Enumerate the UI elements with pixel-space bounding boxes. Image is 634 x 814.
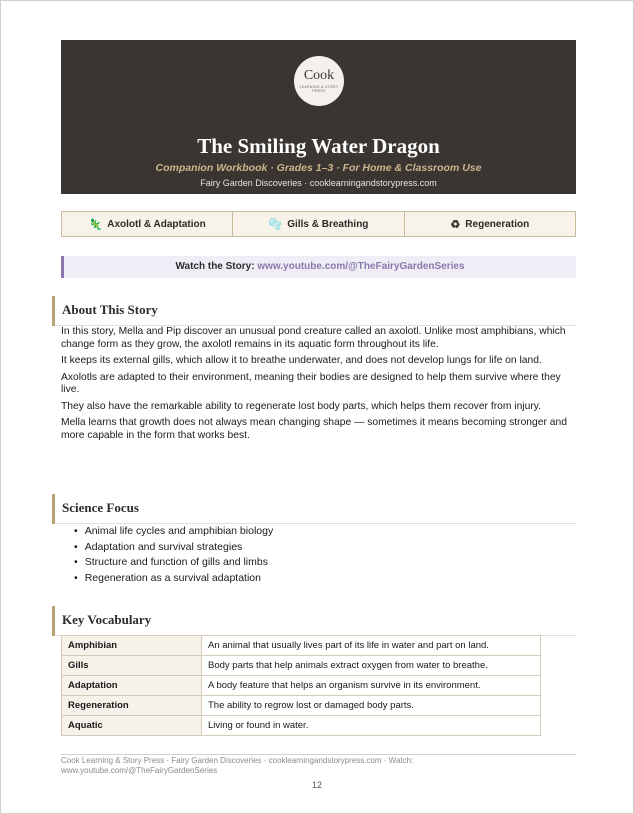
vocabulary-table — [61, 635, 541, 736]
header-banner — [61, 40, 576, 194]
science-focus-list — [74, 524, 273, 587]
vocab-term: Adaptation — [62, 676, 202, 696]
page-number: 12 — [311, 780, 322, 790]
list-item: • Animal life cycles and amphibian biology — [74, 524, 273, 540]
about-paragraph: Mella learns that growth does not always mean changing shape — sometimes it means becoming stronger and more capable in the form that works best. — [61, 417, 567, 441]
vocab-term: Gills — [62, 656, 202, 676]
tab-label: Axolotl & Adaptation — [107, 218, 206, 230]
logo-subtext: LEARNING & STORY PRESS — [299, 85, 339, 93]
vocab-title: Key Vocabulary — [62, 612, 152, 627]
footer-rule — [61, 754, 576, 755]
tab-axolotl-adaptation[interactable] — [62, 212, 232, 236]
science-title: Science Focus — [62, 500, 139, 515]
list-item: • Adaptation and survival strategies — [74, 540, 273, 556]
about-paragraph: They also have the remarkable ability to regenerate lost body parts, which helps them recover from injury. — [61, 400, 541, 412]
page-title: The Smiling Water Dragon — [197, 134, 440, 158]
youtube-link[interactable]: www.youtube.com/@TheFairyGardenSeries — [257, 261, 465, 272]
table-row — [62, 716, 541, 736]
vocab-definition: Living or found in water. — [202, 716, 541, 736]
header-meta: Fairy Garden Discoveries · cooklearningandstorypress.com — [200, 178, 437, 188]
vocab-term: Regeneration — [62, 696, 202, 716]
list-item: • Regeneration as a survival adaptation — [74, 571, 273, 587]
footer-text: Cook Learning & Story Press · Fairy Garden Discoveries · cooklearningandstorypress.com · Watch: www.youtube.com/@TheFairyGardenSeries — [61, 756, 414, 775]
about-body — [61, 326, 581, 446]
table-row — [62, 696, 541, 716]
topic-tabs — [61, 211, 576, 237]
table-row — [62, 676, 541, 696]
watch-label: Watch the Story: — [175, 261, 255, 272]
vocab-definition: An animal that usually lives part of its life in water and part on land. — [202, 636, 541, 656]
watch-banner — [61, 256, 576, 278]
section-accent-bar — [52, 606, 55, 636]
table-row — [62, 656, 541, 676]
vocab-definition: A body feature that helps an organism survive in its environment. — [202, 676, 541, 696]
vocab-term: Amphibian — [62, 636, 202, 656]
publisher-logo — [294, 56, 344, 106]
page-subtitle: Companion Workbook · Grades 1–3 · For Home & Classroom Use — [155, 162, 482, 174]
axolotl-icon: 🦎 — [88, 218, 103, 231]
section-accent-bar — [52, 296, 55, 326]
list-item: • Structure and function of gills and limbs — [74, 555, 273, 571]
table-row — [62, 636, 541, 656]
about-title: About This Story — [62, 302, 158, 317]
tab-label: Gills & Breathing — [287, 218, 369, 230]
tab-regeneration[interactable] — [404, 212, 575, 236]
about-paragraph: It keeps its external gills, which allow it to breathe underwater, and does not develop lungs for life on land. — [61, 355, 542, 366]
regeneration-icon: ♻ — [450, 218, 461, 231]
about-paragraph: In this story, Mella and Pip discover an unusual pond creature called an axolotl. Unlike most amphibians, which change form as they grow, the axolotl remains in its aquatic form throughout its life. — [61, 326, 566, 350]
section-accent-bar — [52, 494, 55, 524]
vocab-definition: The ability to regrow lost or damaged body parts. — [202, 696, 541, 716]
tab-gills-breathing[interactable] — [232, 212, 403, 236]
tab-label: Regeneration — [465, 218, 530, 230]
vocab-term: Aquatic — [62, 716, 202, 736]
about-paragraph: Axolotls are adapted to their environment, meaning their bodies are designed to help them survive where they live. — [61, 371, 561, 395]
bubbles-icon: 🫧 — [268, 218, 283, 231]
vocab-definition: Body parts that help animals extract oxygen from water to breathe. — [202, 656, 541, 676]
logo-text: Cook — [303, 68, 335, 83]
